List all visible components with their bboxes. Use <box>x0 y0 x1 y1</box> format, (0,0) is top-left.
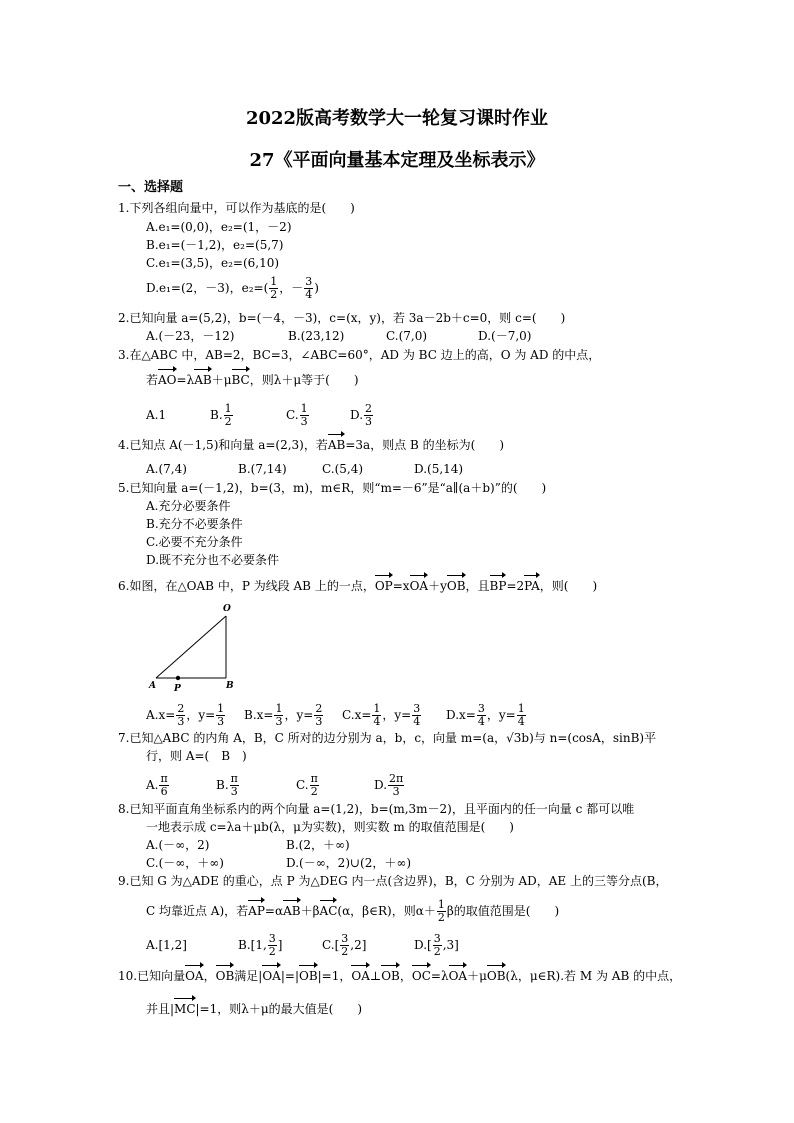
q9-stem: 9.已知 G 为△ADE 的重心，点 P 为△DEG 内一点(含边界)，B，C 分别为 AD，AE 上的三等分点(B， <box>118 874 668 888</box>
q5-option-a: A.充分必要条件 <box>146 499 231 513</box>
q1-option-c: C.e₁=(3,5)，e₂=(6,10) <box>146 256 280 270</box>
document-subtitle: 27《平面向量基本定理及坐标表示》 <box>249 150 545 171</box>
q7-options: A. $\frac{\pi}{6}$ B. $\frac{\pi}{3}$ C. $\frac{\pi}{2}$ D. $\frac{2\pi}{3}$ <box>146 772 404 798</box>
q6-option-d: D.x= $\frac{3}{4}$ ，y= $\frac{1}{4}$ <box>446 702 525 728</box>
q1-stem: 1.下列各组向量中，可以作为基底的是( ) <box>118 201 355 215</box>
q7-stem: 7.已知△ABC 的内角 A，B，C 所对的边分别为 a，b，c，向量 m=(a，√3b)与 n=(cosA，sinB)平 <box>118 731 657 745</box>
q1-option-b: B.e₁=(－1,2)，e₂=(5,7) <box>146 238 284 252</box>
triangle-figure <box>146 600 246 695</box>
q2-options: A.(－23，－12) B.(23,12) C.(7,0) D.(－7,0) <box>146 329 532 343</box>
q8-stem-line2: 一地表示成 c=λa＋μb(λ，μ为实数)，则实数 m 的取值范围是( ) <box>146 820 514 834</box>
q8-options-row1: A.(－∞，2) B.(2，＋∞) <box>146 838 350 852</box>
q8-stem: 8.已知平面直角坐标系内的两个向量 a=(1,2)，b=(m,3m－2)，且平面内的任一向量 c 都可以唯 <box>118 802 635 816</box>
q6-stem: 6.如图，在△OAB 中，P 为线段 AB 上的一点，OP=xOA＋yOB，且BP=2PA，则( ) <box>118 579 598 593</box>
q9-options: A.[1,2] B.[1, $\frac{3}{2}$ ] C.[ $\frac{3}{2}$ ,2] D.[ $\frac{3}{2}$ ,3] <box>146 932 459 958</box>
label-p: P <box>174 684 181 694</box>
q7-stem-line2: 行，则 A=( B ) <box>146 749 247 763</box>
q8-options-row2: C.(－∞，＋∞) D.(－∞，2)∪(2，＋∞) <box>146 856 412 870</box>
q5-option-b: B.充分不必要条件 <box>146 517 243 531</box>
q10-stem: 10.已知向量OA，OB满足|OA|=|OB|=1，OA⊥OB，OC=λOA＋μOB(λ，μ∈R).若 M 为 AB 的中点， <box>118 969 682 983</box>
label-b: B <box>226 681 234 691</box>
q9-stem-line2: C 均靠近点 A)，若AP=αAB＋βAC(α，β∈R)，则α＋ $\frac{1}{2}$ β的取值范围是( ) <box>146 898 560 924</box>
section-heading: 一、选择题 <box>118 180 184 195</box>
q5-stem: 5.已知向量 a=(－1,2)，b=(3，m)，m∈R，则“m=－6”是“a∥(a＋b)”的( ) <box>118 481 547 495</box>
label-o: O <box>223 604 231 614</box>
q1-option-a: A.e₁=(0,0)，e₂=(1，－2) <box>146 220 292 234</box>
q6-option-b: B.x= $\frac{1}{3}$ ，y= $\frac{2}{3}$ <box>244 702 323 728</box>
segment-ao <box>156 616 226 678</box>
point-p <box>176 676 180 680</box>
q2-stem: 2.已知向量 a=(5,2)，b=(－4，－3)，c=(x，y)，若 3a－2b＋c=0，则 c=( ) <box>118 311 566 325</box>
q5-option-c: C.必要不充分条件 <box>146 535 243 549</box>
q3-stem-line2: 若AO=λAB＋μBC，则λ＋μ等于( ) <box>146 373 359 387</box>
document-title: 2022版高考数学大一轮复习课时作业 <box>245 108 549 129</box>
q5-option-d: D.既不充分也不必要条件 <box>146 553 280 567</box>
q6-option-c: C.x= $\frac{1}{4}$ ，y= $\frac{3}{4}$ <box>342 702 421 728</box>
label-a: A <box>149 681 156 691</box>
q4-options: A.(7,4) B.(7,14) C.(5,4) D.(5,14) <box>146 462 464 476</box>
q6-option-a: A.x= $\frac{2}{3}$ ，y= $\frac{1}{3}$ <box>146 702 225 728</box>
sqrt-3b: √3b <box>506 731 530 745</box>
q10-stem-line2: 并且|MC|=1，则λ＋μ的最大值是( ) <box>146 1002 363 1016</box>
q4-stem: 4.已知点 A(－1,5)和向量 a=(2,3)，若AB=3a，则点 B 的坐标为( ) <box>118 438 504 452</box>
q3-stem: 3.在△ABC 中，AB=2，BC=3，∠ABC=60°，AD 为 BC 边上的高，O 为 AD 的中点， <box>118 348 601 362</box>
q6-options <box>146 703 527 728</box>
q3-options: A.1 B. $\frac{1}{2}$ C. $\frac{1}{3}$ D. $\frac{2}{3}$ <box>146 402 373 428</box>
q1-option-d: D.e₁=(2，－3)，e₂=( $\frac{1}{2}$ ，－ $\frac{3}{4}$ ) <box>146 275 319 301</box>
